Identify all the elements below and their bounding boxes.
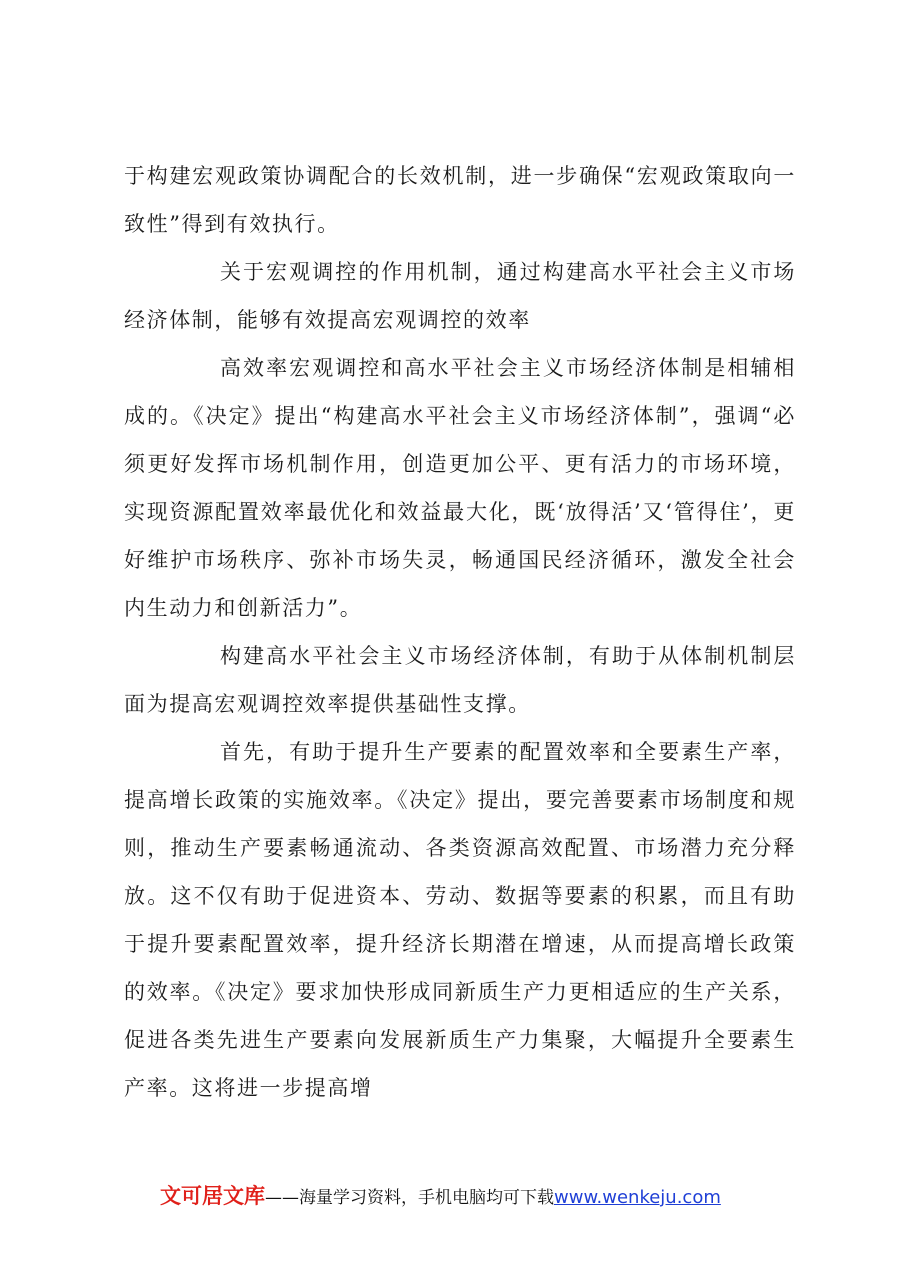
footer-banner [160, 1180, 800, 1212]
footer-brand: 文可居文库 [160, 1184, 265, 1208]
footer-website-link[interactable]: www.wenkeju.com [554, 1187, 721, 1208]
footer-tagline: ——海量学习资料，手机电脑均可下载 [265, 1188, 554, 1208]
paragraph-first-point: 首先，有助于提升生产要素的配置效率和全要素生产率，提高增长政策的实施效率。《决定》提出，要完善要素市场制度和规则，推动生产要素畅通流动、各类资源高效配置、市场潜力充分释放。这不仅有助于促进资本、劳动、数据等要素的积累，而且有助于提升要素配置效率，提升经济长期潜在增速，从而提高增长政策的效率。《决定》要求加快形成同新质生产力更相适应的生产关系，促进各类先进生产要素向发展新质生产力集聚，大幅提升全要素生产率。这将进一步提高增 [124, 740, 796, 1100]
paragraph-complementary: 高效率宏观调控和高水平社会主义市场经济体制是相辅相成的。《决定》提出“构建高水平社会主义市场经济体制”，强调“必须更好发挥市场机制作用，创造更加公平、更有活力的市场环境，实现资源配置效率最优化和效益最大化，既‘放得活’又‘管得住’，更好维护市场秩序、弥补市场失灵，畅通国民经济循环，激发全社会内生动力和创新活力”。 [124, 356, 796, 620]
paragraph-continuation: 于构建宏观政策协调配合的长效机制，进一步确保“宏观政策取向一致性”得到有效执行。 [124, 164, 796, 236]
document-body [124, 152, 796, 1112]
paragraph-institutional-support: 构建高水平社会主义市场经济体制，有助于从体制机制层面为提高宏观调控效率提供基础性支撑。 [124, 644, 796, 716]
paragraph-section-heading: 关于宏观调控的作用机制，通过构建高水平社会主义市场经济体制，能够有效提高宏观调控的效率 [124, 260, 796, 332]
